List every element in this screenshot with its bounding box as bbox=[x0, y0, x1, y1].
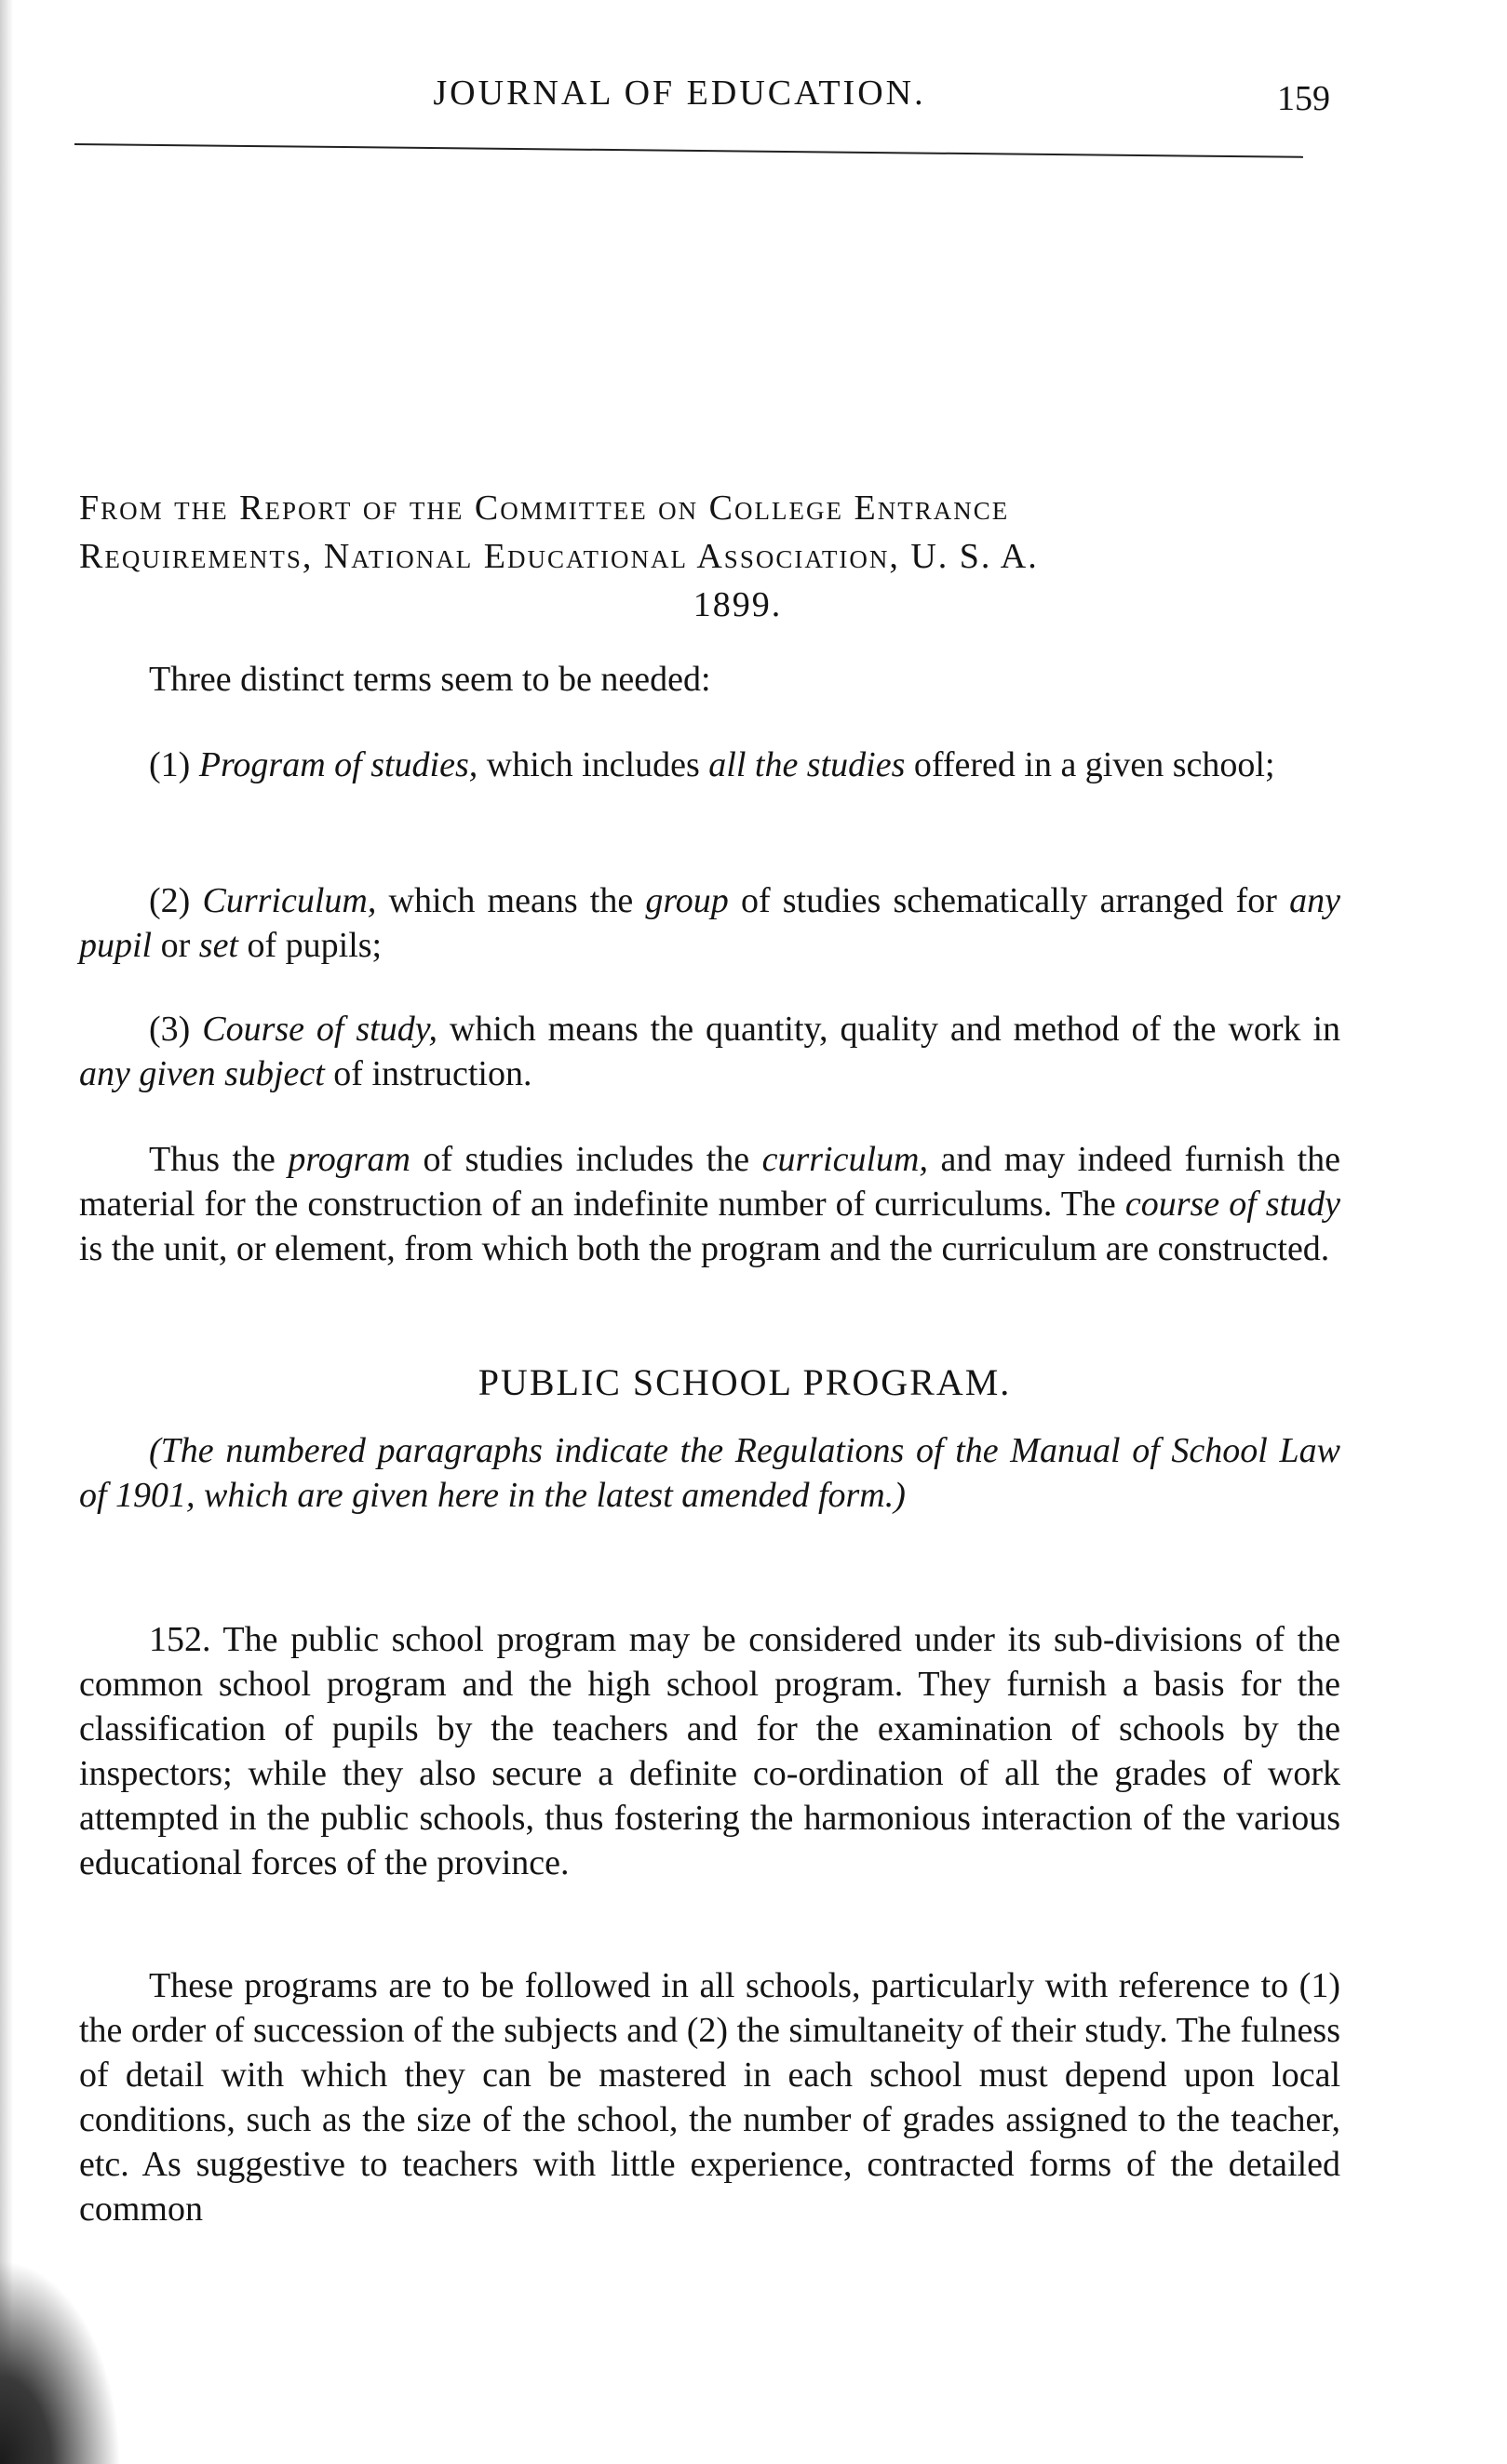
thus-emph-course: course of study bbox=[1124, 1185, 1341, 1224]
term-2-emph2: any pupil bbox=[79, 881, 1340, 965]
term-2-text-a: which means the bbox=[376, 881, 646, 920]
term-3-emph: any given subject bbox=[79, 1054, 325, 1093]
term-2-text-c: or bbox=[152, 926, 199, 965]
report-heading bbox=[79, 484, 1340, 629]
term-1-emph: all the studies bbox=[708, 745, 906, 784]
page-binding-edge bbox=[0, 0, 13, 2464]
intro-line bbox=[79, 657, 1340, 702]
paragraph-these bbox=[79, 1963, 1340, 2231]
term-2 bbox=[79, 878, 1340, 968]
thus-emph-program: program bbox=[288, 1140, 410, 1179]
term-3-text-b: of instruction. bbox=[324, 1054, 532, 1093]
term-3-name: Course of study, bbox=[202, 1010, 437, 1049]
term-2-text-b: of studies schematically arranged for bbox=[728, 881, 1290, 920]
section-title: PUBLIC SCHOOL PROGRAM. bbox=[478, 1361, 1012, 1403]
regulations-note bbox=[79, 1428, 1340, 1518]
term-1-number: (1) bbox=[149, 745, 191, 784]
thus-paragraph bbox=[79, 1137, 1340, 1271]
page-number: 159 bbox=[1277, 79, 1330, 118]
term-3-text-a: which means the quantity, quality and method of the work in bbox=[437, 1010, 1341, 1049]
term-3-number: (3) bbox=[149, 1010, 191, 1049]
thus-text-c: of studies includes the bbox=[410, 1140, 762, 1179]
header-rule bbox=[74, 143, 1303, 158]
thus-emph-curriculum: curriculum, bbox=[761, 1140, 928, 1179]
term-1-text-b: offered in a given school; bbox=[905, 745, 1275, 784]
term-2-emph: group bbox=[645, 881, 729, 920]
term-2-text-d: of pupils; bbox=[238, 926, 383, 965]
report-heading-year: 1899. bbox=[693, 585, 783, 624]
intro-text: Three distinct terms seem to be needed: bbox=[149, 660, 711, 699]
page-corner-shadow bbox=[0, 2259, 121, 2464]
term-3 bbox=[79, 1007, 1340, 1096]
thus-text-e: and may indeed furnish the material for the construction of an indefinite number of curriculums. The bbox=[79, 1140, 1340, 1224]
thus-text-a: Thus the bbox=[149, 1140, 289, 1179]
paragraph-these-text: These programs are to be followed in all schools, particularly with reference to (1) the order of succession of the subjects and (2) the simultaneity of their study. The fulness of detail with which they can be mastered in each school must depend upon local conditions, such as the size of the school, the number of grades assigned to the teacher, etc. As suggestive to teachers with little experience, contracted forms of the detailed common bbox=[79, 1966, 1340, 2229]
term-1-name: Program of studies, bbox=[198, 745, 478, 784]
thus-text-g: is the unit, or element, from which both the program and the curriculum are constructed. bbox=[79, 1229, 1330, 1268]
term-1 bbox=[79, 743, 1340, 787]
term-1-text-a: which includes bbox=[478, 745, 709, 784]
running-head: JOURNAL OF EDUCATION. bbox=[433, 74, 926, 113]
report-heading-line1: From the Report of the Committee on College Entrance bbox=[79, 489, 1010, 528]
term-2-emph3: set bbox=[198, 926, 238, 965]
paragraph-152 bbox=[79, 1617, 1340, 1885]
regulations-note-text: (The numbered paragraphs indicate the Regulations of the Manual of School Law of 1901, which are given here in the latest amended form.) bbox=[79, 1431, 1340, 1515]
paragraph-152-text: 152. The public school program may be considered under its sub-divisions of the common school program and the high school program. They furnish a basis for the classification of pupils by the teachers and for the examination of schools by the inspectors; while they also secure a definite co-ordination of all the grades of work attempted in the public schools, thus fostering the harmonious interaction of the various educational forces of the province. bbox=[79, 1620, 1340, 1882]
term-2-number: (2) bbox=[149, 881, 191, 920]
term-2-name: Curriculum, bbox=[202, 881, 377, 920]
report-heading-line2: Requirements, National Educational Association, U. S. A. bbox=[79, 537, 1039, 576]
